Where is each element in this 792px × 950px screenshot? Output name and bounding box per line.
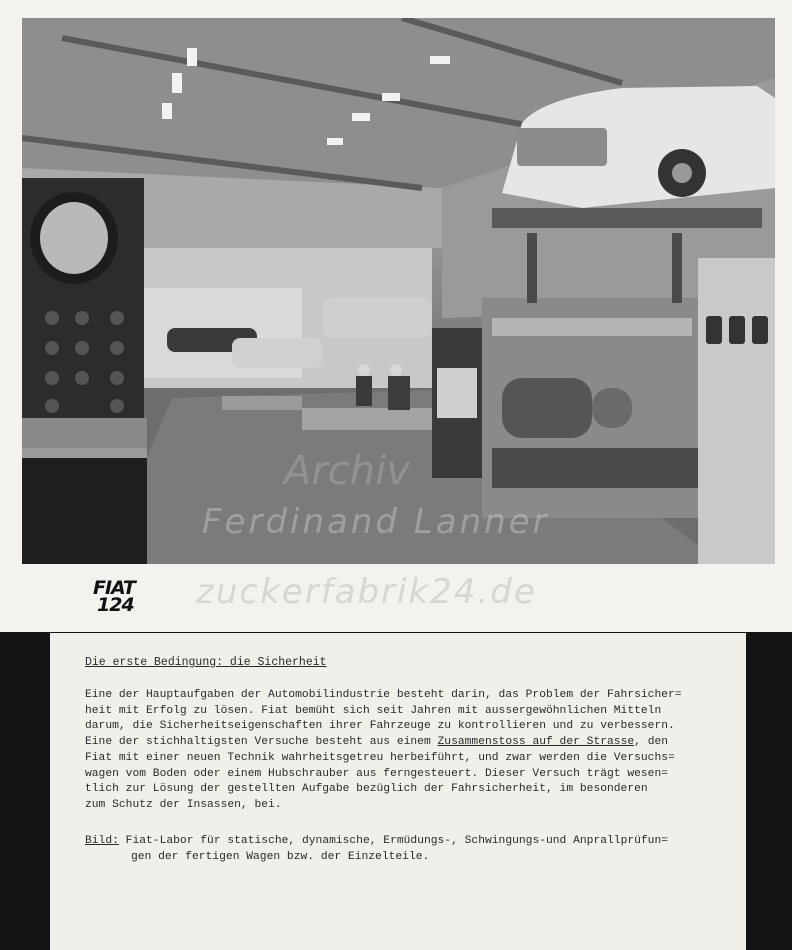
body-line: Eine der Hauptaufgaben der Automobilindustrie besteht darin, das Problem der Fahrsicher=: [85, 689, 682, 701]
caption-title: Die erste Bedingung: die Sicherheit: [85, 656, 327, 669]
body-line: Fiat mit einer neuen Technik wahrheitsgetreu herbeiführt, und zwar werden die Versuchs=: [85, 751, 675, 764]
caption-sheet: [50, 633, 746, 950]
body-text: Eine der stichhaltigsten Versuche besteht aus einem: [85, 736, 438, 749]
bild-line-1: [85, 834, 735, 850]
bild-text: Fiat-Labor für statische, dynamische, Ermüdungs-, Schwingungs-und Anprallprüfun=: [118, 835, 669, 847]
bild-label: Bild:: [85, 835, 119, 847]
body-text: , den: [634, 736, 669, 749]
body-line: heit mit Erfolg zu lösen. Fiat bemüht sich seit Jahren mit aussergewöhnlichen Mitteln: [85, 704, 662, 717]
factory-photo: [22, 18, 775, 564]
watermark-site: zuckerfabrik24.de: [196, 572, 537, 612]
fiat-124-logo: [93, 577, 151, 620]
underlined-phrase: Zusammenstoss auf der Strasse: [437, 736, 635, 749]
watermark-name: Ferdinand Lanner: [202, 502, 550, 542]
body-line: tlich zur Lösung der gestellten Aufgabe bezüglich der Fahrsicherheit, im besonderen: [85, 783, 648, 796]
body-line-with-underline: [85, 735, 735, 751]
logo-line-2: 124: [97, 594, 134, 616]
body-line: darum, die Sicherheitseigenschaften ihrer Fahrzeuge zu kontrollieren und zu verbessern.: [85, 720, 675, 733]
caption-body: [85, 688, 735, 814]
watermark-archive: Archiv: [284, 448, 410, 494]
image-caption: [85, 834, 735, 865]
body-line: wagen vom Boden oder einem Hubschrauber aus ferngesteuert. Dieser Versuch trägt wesen=: [85, 767, 669, 780]
bild-line-2: gen der fertigen Wagen bzw. der Einzelteile.: [131, 850, 430, 863]
logo-line-1: FIAT: [93, 577, 135, 599]
body-line: zum Schutz der Insassen, bei.: [85, 798, 282, 811]
